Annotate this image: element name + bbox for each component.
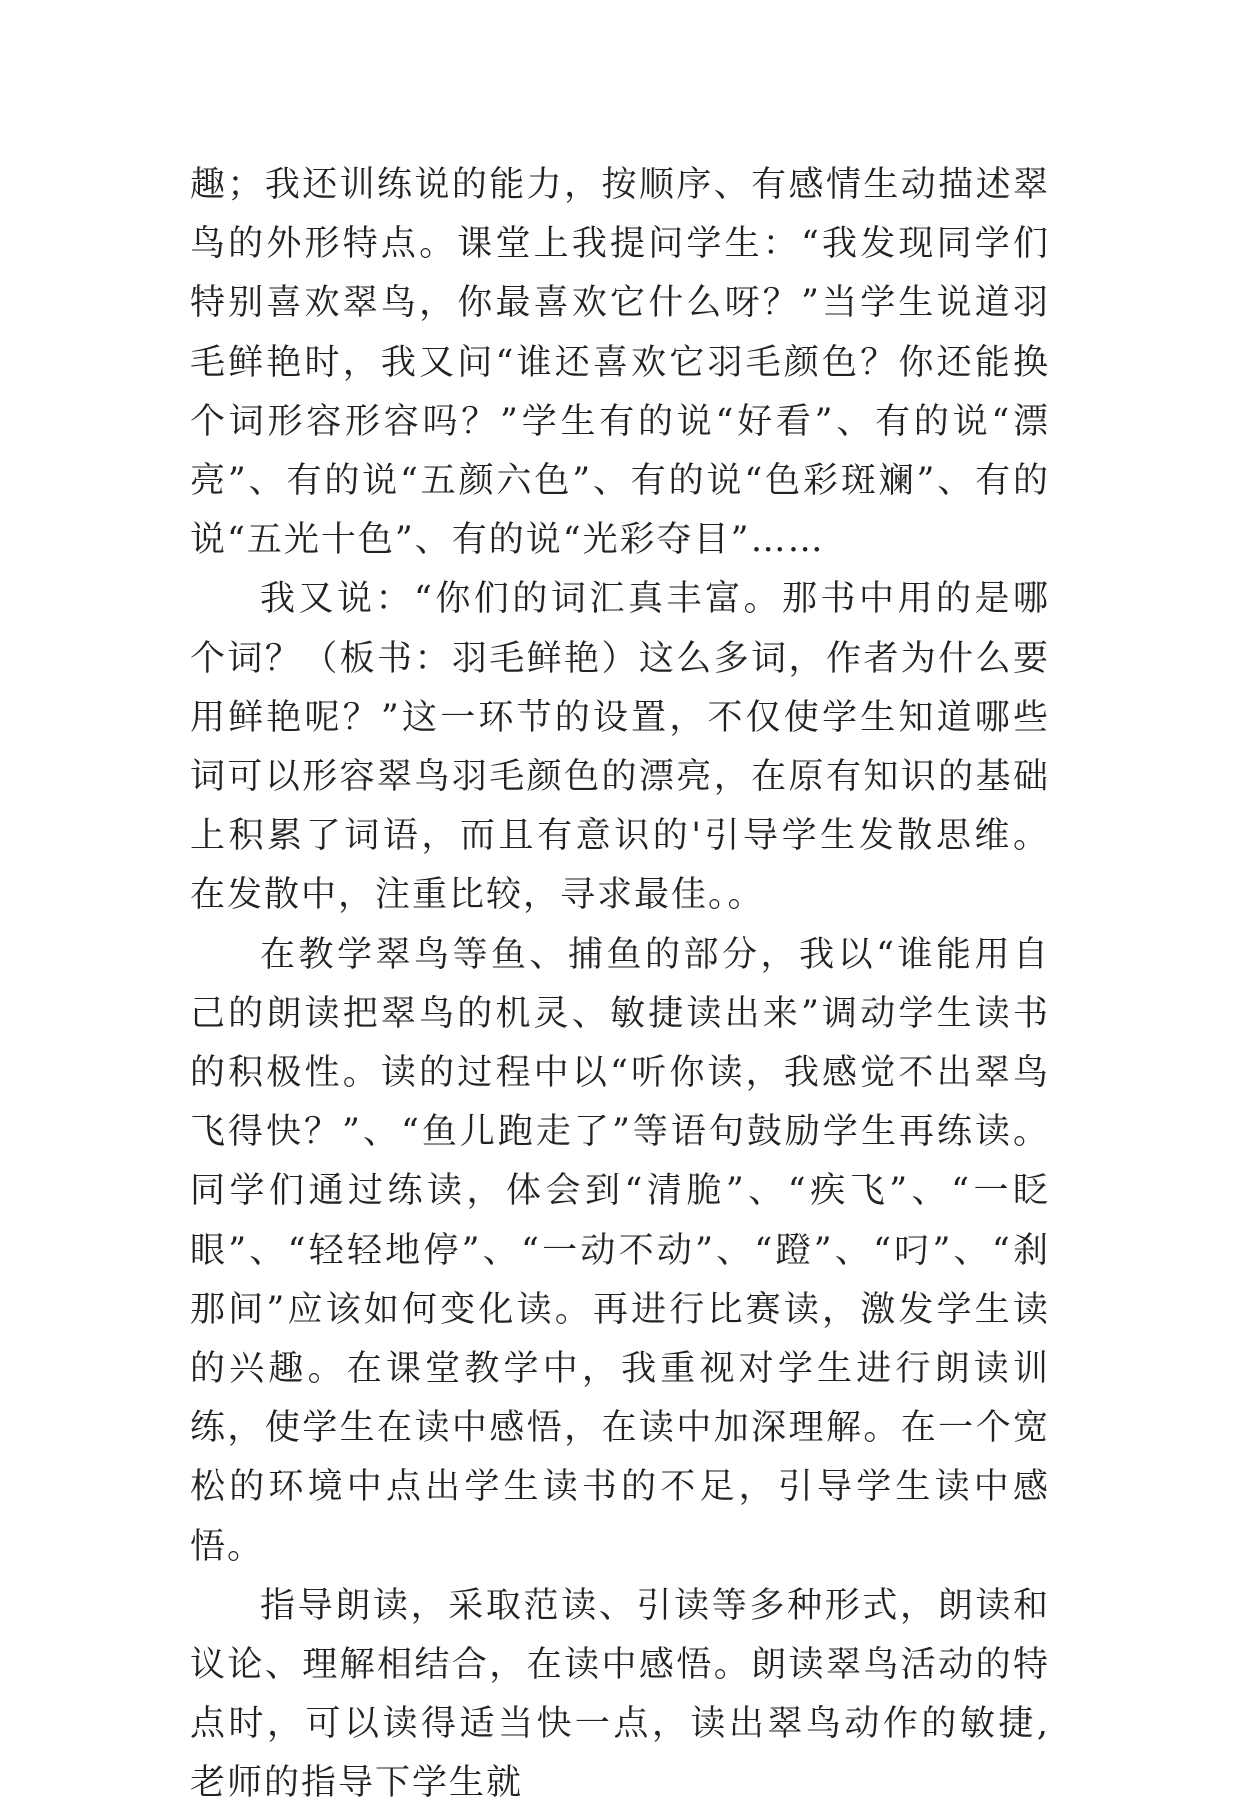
paragraph-4: 指导朗读，采取范读、引读等多种形式，朗读和议论、理解相结合，在读中感悟。朗读翠鸟活动的特点时，可以读得适当快一点，读出翠鸟动作的敏捷,老师的指导下学生就 bbox=[190, 1585, 1050, 1804]
paragraph-3: 在教学翠鸟等鱼、捕鱼的部分，我以“谁能用自己的朗读把翠鸟的机灵、敏捷读出来”调动学生读书的积极性。读的过程中以“听你读，我感觉不出翠鸟飞得快？”、“鱼儿跑走了”等语句鼓励学生再练读。同学们通过练读，体会到“清脆”、“疾飞”、“一眨眼”、“轻轻地停”、“一动不动”、“蹬”、“叼”、“刹那间”应该如何变化读。再进行比赛读，激发学生读的兴趣。在课堂教学中，我重视对学生进行朗读训练，使学生在读中感悟，在读中加深理解。在一个宽松的环境中点出学生读书的不足，引导学生读中感悟。 bbox=[190, 934, 1050, 1567]
paragraph-1: 趣；我还训练说的能力，按顺序、有感情生动描述翠鸟的外形特点。课堂上我提问学生：“我发现同学们特别喜欢翠鸟，你最喜欢它什么呀？”当学生说道羽毛鲜艳时，我又问“谁还喜欢它羽毛颜色？你还能换个词形容形容吗？”学生有的说“好看”、有的说“漂亮”、有的说“五颜六色”、有的说“色彩斑斓”、有的说“五光十色”、有的说“光彩夺目”…… bbox=[190, 165, 1050, 561]
paragraph-2: 我又说：“你们的词汇真丰富。那书中用的是哪个词？（板书：羽毛鲜艳）这么多词，作者为什么要用鲜艳呢？”这一环节的设置，不仅使学生知道哪些词可以形容翠鸟羽毛颜色的漂亮，在原有知识的基础上积累了词语，而且有意识的'引导学生发散思维。在发散中，注重比较，寻求最佳。。 bbox=[190, 579, 1050, 916]
document-body bbox=[190, 156, 1050, 1814]
